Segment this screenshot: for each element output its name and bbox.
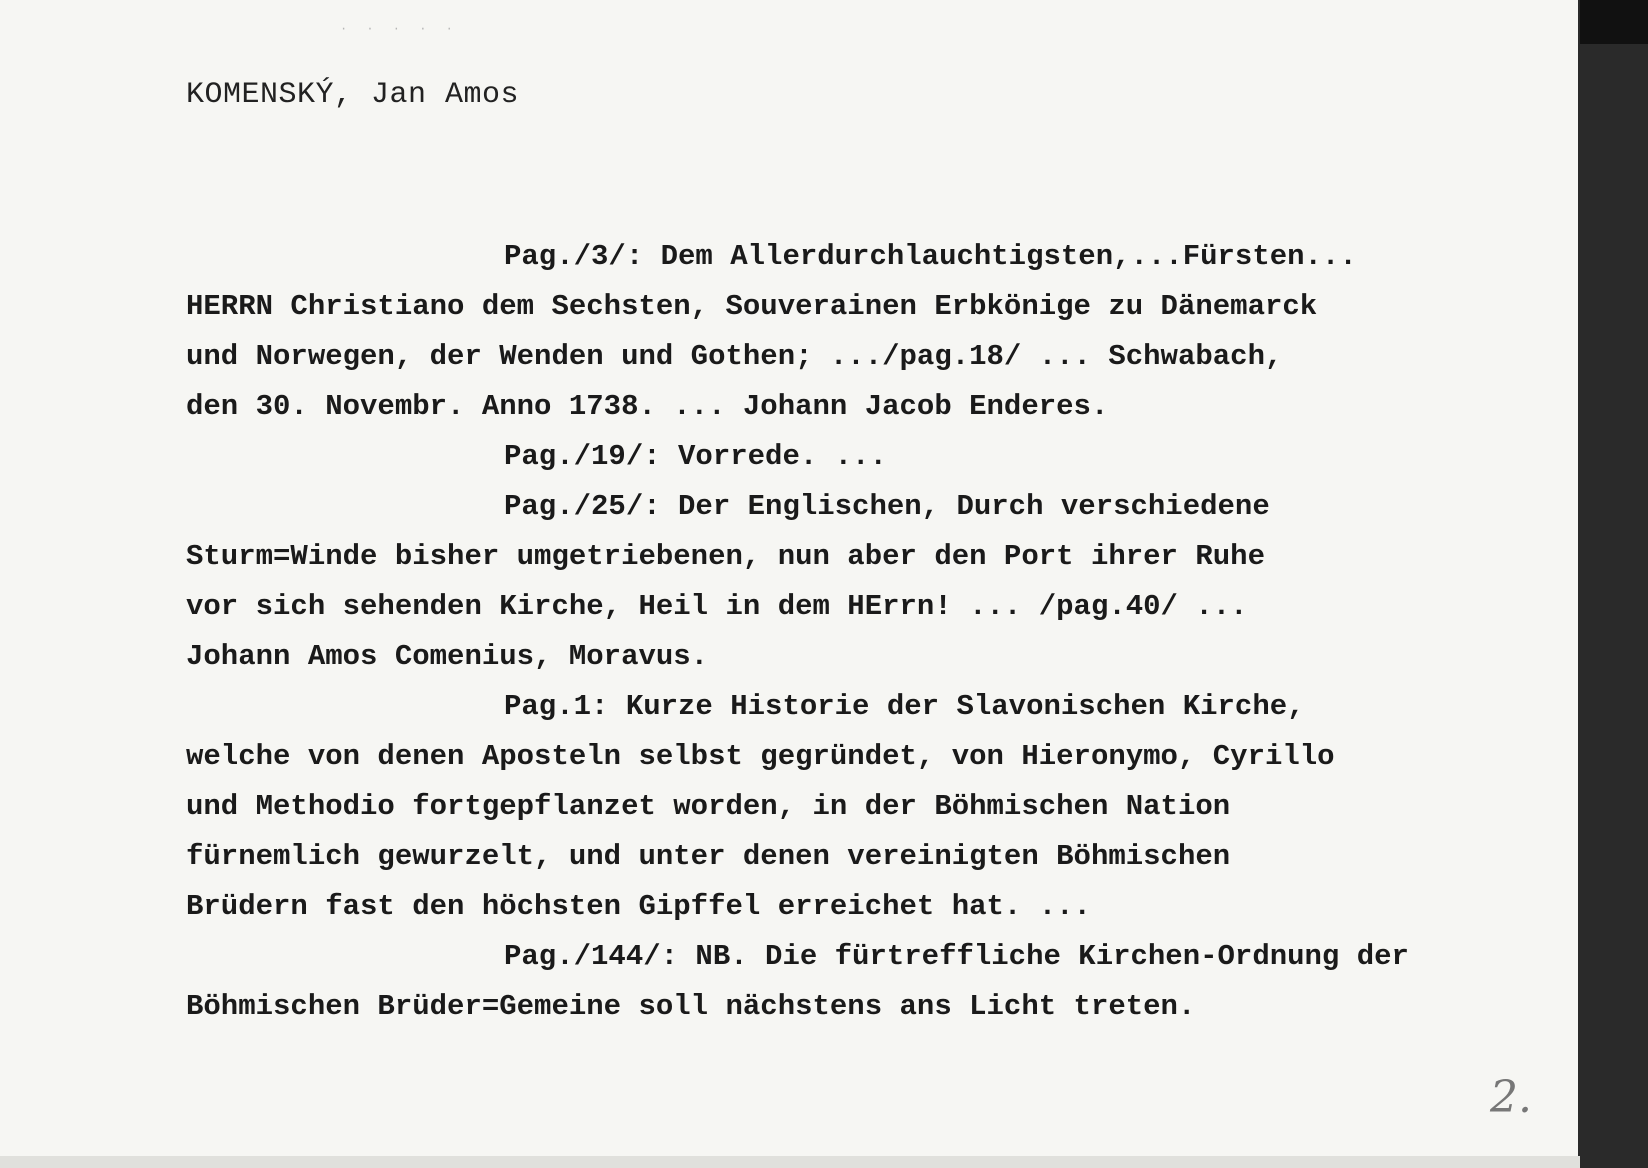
handwritten-card-number: 2. [1490, 1072, 1532, 1123]
card-line: den 30. Novembr. Anno 1738. ... Johann Jacob Enderes. [186, 390, 1109, 423]
card-line: und Methodio fortgepflanzet worden, in der Böhmischen Nation [186, 790, 1231, 823]
card-line: Pag.1: Kurze Historie der Slavonischen Kirche, [504, 690, 1305, 723]
card-line: Böhmischen Brüder=Gemeine soll nächstens ans Licht treten. [186, 990, 1196, 1023]
card-line: HERRN Christiano dem Sechsten, Souverainen Erbkönige zu Dänemarck [186, 290, 1318, 323]
card-line: Sturm=Winde bisher umgetriebenen, nun aber den Port ihrer Ruhe [186, 540, 1265, 573]
card-heading: KOMENSKÝ, Jan Amos [186, 78, 520, 112]
scan-border-notch [1580, 0, 1648, 44]
card-line: Pag./19/: Vorrede. ... [504, 440, 887, 473]
card-line: Brüdern fast den höchsten Gipffel erreichet hat. ... [186, 890, 1091, 923]
card-line: und Norwegen, der Wenden und Gothen; .../pag.18/ ... Schwabach, [186, 340, 1283, 373]
card-line: Pag./144/: NB. Die fürtreffliche Kirchen-Ordnung der [504, 940, 1409, 973]
card-line: Johann Amos Comenius, Moravus. [186, 640, 709, 673]
card-line: welche von denen Aposteln selbst gegründet, von Hieronymo, Cyrillo [186, 740, 1335, 773]
card-body [186, 232, 1526, 1032]
scan-border-right [1580, 0, 1648, 1168]
card-line: Pag./25/: Der Englischen, Durch verschiedene [504, 490, 1270, 523]
card-line: fürnemlich gewurzelt, und unter denen vereinigten Böhmischen [186, 840, 1231, 873]
card-line: vor sich sehenden Kirche, Heil in dem HErrn! ... /pag.40/ ... [186, 590, 1248, 623]
scan-smudge: · · · · · [340, 22, 459, 36]
card-line: Pag./3/: Dem Allerdurchlauchtigsten,...Fürsten... [504, 240, 1357, 273]
scan-border-bottom [0, 1156, 1580, 1168]
